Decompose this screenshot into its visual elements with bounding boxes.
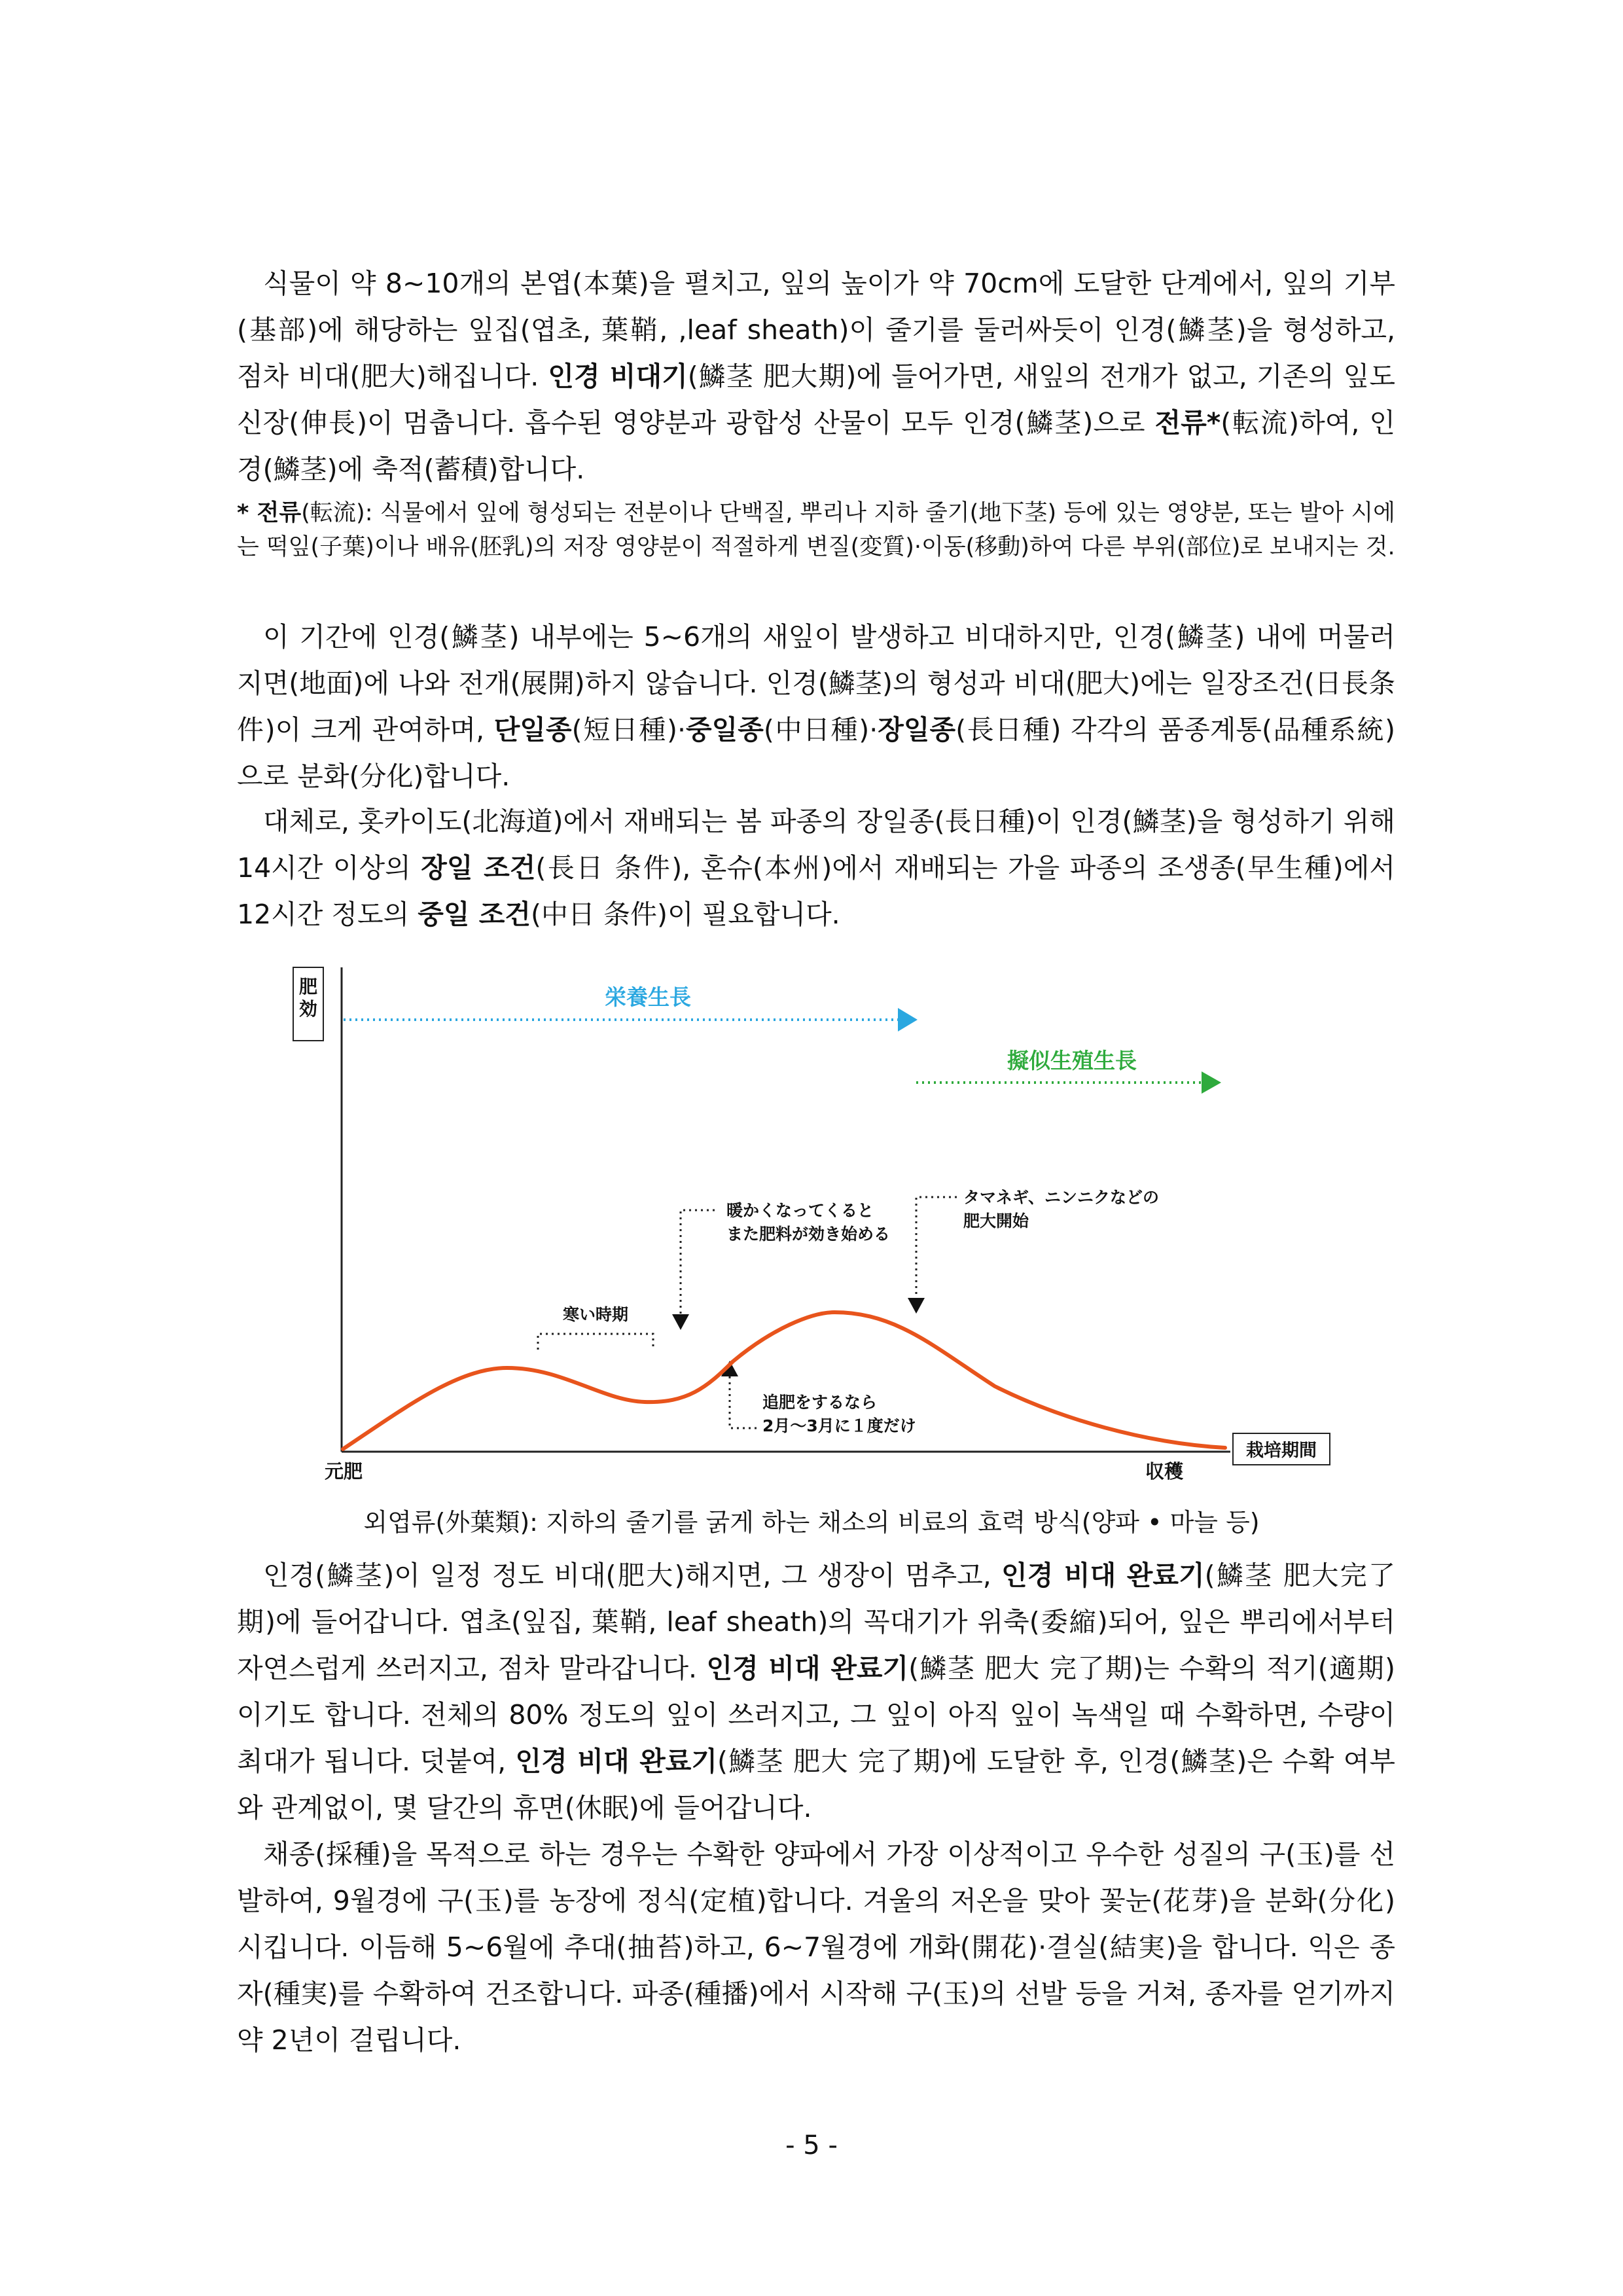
term-enlargement-completion: 인경 비대 완료기 [706, 1653, 909, 1684]
paragraph-text: (鱗茎 肥大 完了期)에 도달한 후, 인경(鱗茎)은 수확 여부와 관계없이, 몇 달간의 휴면(休眠)에 들어갑니다. [237, 1746, 1395, 1823]
bulb-annotation-leader [916, 1197, 957, 1299]
paragraph-enlargement-completion [237, 1552, 1395, 1831]
y-axis-label-char-2: 効 [298, 998, 318, 1020]
bulb-annotation-line1: タマネギ、ニンニクなどの [963, 1188, 1160, 1207]
warm-annotation-leader [681, 1210, 715, 1316]
paragraph-text: (転流)하여, 인경(鱗茎)에 축적(蓄積)합니다. [237, 407, 1395, 485]
paragraph-text: (長日種) 각각의 품종계통(品種系統)으로 분화(分化)합니다. [237, 714, 1395, 792]
footnote-text: (転流): 식물에서 잎에 형성되는 전분이나 단백질, 뿌리나 지하 줄기(地下茎) 등에 있는 영양분, 또는 발아 시에는 떡잎(子葉)이나 배유(胚乳)의 저장 영양분이 적절하게 변질(変質)·이동(移動)하여 다른 부위(部位)로 보내지는 것. [237, 500, 1395, 560]
warm-annotation-line2: また肥料が効き始める [726, 1225, 891, 1244]
term-intermediate-day: 중일종 [686, 714, 764, 745]
paragraph-text: 채종(採種)을 목적으로 하는 경우는 수확한 양파에서 가장 이상적이고 우수한 성질의 구(玉)를 선발하여, 9월경에 구(玉)를 농장에 정식(定植)합니다. 겨울의 저온을 맞아 꽃눈(花芽)을 분화(分化)시킵니다. 이듬해 5~6월에 추대(抽苔)하고, 6~7월경에 개화(開花)·결실(結実)을 합니다. 익은 종자(種実)를 수확하여 건조합니다. 파종(種播)에서 시작해 구(玉)의 선발 등을 거쳐, 종자를 얻기까지 약 2년이 걸립니다. [237, 1839, 1395, 2056]
term-intermediate-day-condition: 중일 조건 [418, 899, 531, 930]
figure-caption: 외엽류(外葉類): 지하의 줄기를 굵게 하는 채소의 비료의 효력 방식(양파 • 마늘 등) [363, 1508, 1260, 1537]
end-label: 収穫 [1145, 1460, 1184, 1482]
arrow1-head [898, 1008, 918, 1031]
paragraph-text: 식물이 약 8~10개의 본엽(本葉)을 펼치고, 잎의 높이가 약 70cm에 도달한 단계에서, 잎의 기부(基部)에 해당하는 잎집(엽초, 葉鞘, ,leaf sheath)이 줄기를 둘러싸듯이 인경(鱗茎)을 형성하고, 점차 비대(肥大)해집니다. [237, 268, 1395, 392]
warm-annotation-arrowhead [672, 1314, 689, 1330]
start-label: 元肥 [325, 1460, 363, 1482]
term-short-day: 단일종 [493, 714, 572, 745]
bulb-annotation-arrowhead [908, 1298, 925, 1314]
topdress-annotation-line2: 2月～3月に１度だけ [762, 1416, 916, 1435]
paragraph-text: (鱗茎 肥大 完了期)는 수확의 적기(適期)이기도 합니다. 전체의 80% 정도의 잎이 쓰러지고, 그 잎이 아직 잎이 녹색일 때 수확하면, 수량이 최대가 됩니다. 덧붙여, [237, 1653, 1396, 1777]
bulb-annotation-line2: 肥大開始 [963, 1211, 1029, 1230]
paragraph-text: 이 기간에 인경(鱗茎) 내부에는 5~6개의 새잎이 발생하고 비대하지만, 인경(鱗茎) 내에 머물러 지면(地面)에 나와 전개(展開)하지 않습니다. 인경(鱗茎)의 형성과 비대(肥大)에는 일장조건(日長条件)이 크게 관여하며, [237, 621, 1395, 745]
cold-period-bracket [538, 1334, 653, 1350]
term-enlargement-completion: 인경 비대 완료기 [515, 1746, 717, 1777]
arrow2-head [1202, 1071, 1221, 1094]
y-axis-label-char-1: 肥 [298, 976, 318, 997]
term-long-day: 장일종 [878, 714, 956, 745]
paragraph-text: (長日 条件), 혼슈(本州)에서 재배되는 가을 파종의 조생종(早生種)에서 12시간 정도의 [237, 852, 1395, 930]
warm-annotation-line1: 暖かくなってくると [726, 1201, 874, 1220]
paragraph-text: 인경(鱗茎)이 일정 정도 비대(肥大)해지면, 그 생장이 멈추고, [263, 1560, 1002, 1591]
paragraph-text: 대체로, 홋카이도(北海道)에서 재배되는 봄 파종의 장일종(長日種)이 인경(鱗茎)을 형성하기 위해 14시간 이상의 [237, 806, 1395, 884]
arrow2-label: 擬似生殖生長 [1007, 1048, 1137, 1073]
footnote-term: * 전류 [237, 500, 302, 526]
page-number: - 5 - [785, 2130, 838, 2161]
paragraph-text: (鱗茎 肥大期)에 들어가면, 새잎의 전개가 없고, 기존의 잎도 신장(伸長)이 멈춥니다. 흡수된 영양분과 광합성 산물이 모두 인경(鱗茎)으로 [237, 361, 1395, 439]
paragraph-text: (短日種)· [571, 714, 687, 745]
paragraph-seed-production [237, 1831, 1395, 2064]
paragraph-text: (鱗茎 肥大完了期)에 들어갑니다. 엽초(잎집, 葉鞘, leaf sheath)의 꼭대기가 위축(委縮)되어, 잎은 뿌리에서부터 자연스럽게 쓰러지고, 점차 말라갑니다. [237, 1560, 1395, 1684]
x-axis-label: 栽培期間 [1246, 1441, 1317, 1461]
term-long-day-condition: 장일 조건 [421, 852, 536, 884]
arrow1-label: 栄養生長 [605, 984, 691, 1010]
paragraph-text: (中日 条件)이 필요합니다. [530, 899, 840, 930]
term-translocation: 전류* [1154, 407, 1221, 439]
term-enlargement-completion: 인경 비대 완료기 [1001, 1560, 1205, 1591]
paragraph-text: (中日種)· [763, 714, 878, 745]
topdress-annotation-leader [730, 1376, 759, 1428]
cold-period-label: 寒い時期 [562, 1305, 629, 1324]
term-bulb-enlargement-period: 인경 비대기 [548, 361, 688, 392]
topdress-annotation-line1: 追肥をするなら [762, 1393, 878, 1412]
